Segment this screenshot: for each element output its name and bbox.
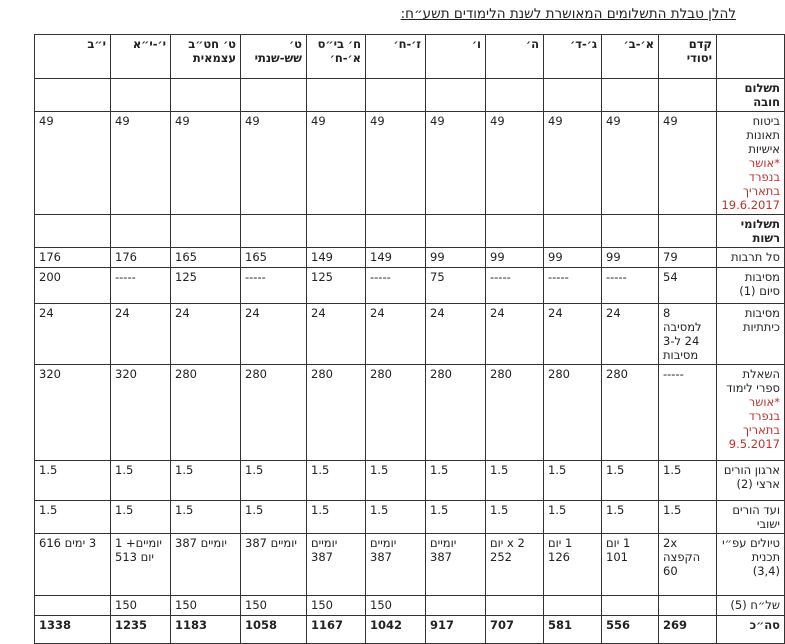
table-cell: 49 [486, 112, 544, 215]
table-cell: 1.5 [111, 501, 171, 534]
table-cell: ----- [241, 268, 307, 304]
table-cell: יומיים 387 [307, 534, 366, 596]
table-cell [111, 215, 171, 248]
table-cell: 1.5 [35, 501, 111, 534]
table-cell [426, 79, 486, 112]
table-cell: 150 [241, 596, 307, 616]
row-label-text: של״ח (5) [730, 598, 780, 612]
table-cell: 1.5 [486, 461, 544, 501]
table-cell: 1.5 [602, 501, 659, 534]
table-cell: 1.5 [366, 501, 426, 534]
table-cell: 1.5 [486, 501, 544, 534]
table-cell: 1.5 [544, 461, 602, 501]
table-row [35, 534, 785, 596]
table-row [35, 461, 785, 501]
table-cell: 1.5 [426, 501, 486, 534]
table-cell [659, 79, 717, 112]
table-cell [544, 79, 602, 112]
table-cell: ----- [111, 268, 171, 304]
table-cell: 1.5 [241, 501, 307, 534]
row-label-text: סה״כ [749, 618, 780, 632]
table-cell [35, 79, 111, 112]
table-cell: 24 [171, 304, 241, 365]
table-cell [171, 215, 241, 248]
table-cell: 24 [366, 304, 426, 365]
table-cell: 1.5 [659, 501, 717, 534]
table-cell: 150 [171, 596, 241, 616]
row-label [717, 596, 785, 616]
table-cell: 24 [307, 304, 366, 365]
table-cell: 280 [426, 365, 486, 461]
table-cell: 99 [544, 248, 602, 268]
table-cell: 707 [486, 616, 544, 644]
table-cell: 1.5 [171, 501, 241, 534]
table-cell: ----- [659, 365, 717, 461]
table-cell: 320 [35, 365, 111, 461]
table-cell: 280 [366, 365, 426, 461]
table-cell: 150 [111, 596, 171, 616]
column-header: ט׳ חט״ב עצמאית [171, 35, 241, 79]
table-cell: 1.5 [111, 461, 171, 501]
table-cell: 556 [602, 616, 659, 644]
row-label [717, 112, 785, 215]
column-header: ט׳ שש-שנתי [241, 35, 307, 79]
table-row [35, 596, 785, 616]
table-cell: 24 [111, 304, 171, 365]
table-cell [307, 79, 366, 112]
table-cell: 1183 [171, 616, 241, 644]
table-cell: 24 [426, 304, 486, 365]
table-cell [241, 215, 307, 248]
table-cell: 49 [602, 112, 659, 215]
column-header: ג׳-ד׳ [544, 35, 602, 79]
table-cell: ----- [486, 268, 544, 304]
column-header: א׳-ב׳ [602, 35, 659, 79]
approval-note: *אושר בנפרד בתאריך 19.6.2017 [721, 156, 780, 212]
row-label-text: סל תרבות [730, 250, 780, 264]
table-row [35, 248, 785, 268]
row-label-text: תשלומי רשות [740, 217, 780, 245]
table-cell: 1.5 [659, 461, 717, 501]
table-cell: 1.5 [307, 461, 366, 501]
table-cell: 1.5 [171, 461, 241, 501]
table-cell [602, 596, 659, 616]
table-cell [602, 215, 659, 248]
table-cell: 49 [111, 112, 171, 215]
table-cell: יומיים 387 [366, 534, 426, 596]
row-label-text: מסיבות כיתתיות [742, 306, 780, 334]
table-cell: 280 [241, 365, 307, 461]
table-cell: 581 [544, 616, 602, 644]
table-row [35, 501, 785, 534]
row-label-text: ביטוח תאונות אישיות [746, 114, 780, 156]
table-cell: ----- [366, 268, 426, 304]
table-cell: 1.5 [602, 461, 659, 501]
page-heading: להלן טבלת התשלומים המאושרת לשנת הלימודים תשע״ח: [400, 6, 736, 22]
table-row [35, 365, 785, 461]
table-cell: 149 [366, 248, 426, 268]
table-row [35, 215, 785, 248]
table-cell [426, 215, 486, 248]
row-label [717, 268, 785, 304]
column-header: ז׳-ח׳ [366, 35, 426, 79]
row-label [717, 248, 785, 268]
table-cell: ----- [544, 268, 602, 304]
row-label-text: טיולים עפ״י תכנית (3,4) [722, 536, 780, 578]
table-header-row [35, 35, 785, 79]
table-row [35, 79, 785, 112]
column-header: קדם יסודי [659, 35, 717, 79]
table-cell: 54 [659, 268, 717, 304]
table-cell: 280 [171, 365, 241, 461]
column-header: י׳-י״א [111, 35, 171, 79]
table-cell: יומיים 387 [426, 534, 486, 596]
table-cell: 125 [307, 268, 366, 304]
table-cell: יומיים 387 [241, 534, 307, 596]
table-cell [307, 215, 366, 248]
table-row [35, 304, 785, 365]
table-cell [171, 79, 241, 112]
table-cell: 1 יום 101 [602, 534, 659, 596]
table-cell [111, 79, 171, 112]
table-cell: 150 [366, 596, 426, 616]
table-cell: 79 [659, 248, 717, 268]
table-cell [366, 215, 426, 248]
table-cell: 280 [544, 365, 602, 461]
table-cell: 99 [426, 248, 486, 268]
table-cell: 165 [171, 248, 241, 268]
table-cell: 200 [35, 268, 111, 304]
table-cell [602, 79, 659, 112]
table-cell: 3 ימים 616 [35, 534, 111, 596]
column-header: ה׳ [486, 35, 544, 79]
table-cell: 149 [307, 248, 366, 268]
table-cell: 75 [426, 268, 486, 304]
table-cell: 125 [171, 268, 241, 304]
row-label [717, 534, 785, 596]
table-cell [241, 79, 307, 112]
table-cell: 1338 [35, 616, 111, 644]
table-cell: יומיים 387 [171, 534, 241, 596]
row-label-text: ועד הורים ישובי [732, 503, 780, 531]
table-cell: 49 [366, 112, 426, 215]
table-row [35, 616, 785, 644]
table-cell [544, 596, 602, 616]
table-cell: 280 [307, 365, 366, 461]
table-cell: 1 יום 126 [544, 534, 602, 596]
row-label-text: מסיבות סיום (1) [739, 270, 780, 298]
row-label [717, 365, 785, 461]
table-cell: 24 [35, 304, 111, 365]
table-cell: 49 [171, 112, 241, 215]
column-header [717, 35, 785, 79]
payments-table [34, 34, 785, 644]
table-cell: 49 [544, 112, 602, 215]
table-cell: 320 [111, 365, 171, 461]
table-cell: 176 [35, 248, 111, 268]
row-label-text: ארגון הורים ארצי (2) [723, 463, 780, 491]
table-cell [426, 596, 486, 616]
column-header: י״ב [35, 35, 111, 79]
table-cell: 1.5 [544, 501, 602, 534]
table-cell: 49 [307, 112, 366, 215]
table-cell: 269 [659, 616, 717, 644]
table-cell: 99 [602, 248, 659, 268]
table-cell: 1.5 [241, 461, 307, 501]
table-cell: 280 [602, 365, 659, 461]
table-cell: 99 [486, 248, 544, 268]
approval-note: *אושר בנפרד בתאריך 9.5.2017 [728, 395, 780, 451]
table-cell: 24 [486, 304, 544, 365]
table-row [35, 112, 785, 215]
table-cell [486, 596, 544, 616]
table-cell: 1.5 [426, 461, 486, 501]
row-label [717, 501, 785, 534]
table-cell: 49 [659, 112, 717, 215]
table-cell: 1235 [111, 616, 171, 644]
table-cell: 49 [426, 112, 486, 215]
table-cell: 1167 [307, 616, 366, 644]
table-cell: 8 למסיבה 24 ל-3 מסיבות [659, 304, 717, 365]
table-cell [659, 215, 717, 248]
table-cell: 24 [602, 304, 659, 365]
table-cell: 1.5 [307, 501, 366, 534]
table-cell: 49 [241, 112, 307, 215]
table-cell [659, 596, 717, 616]
row-label [717, 616, 785, 644]
table-cell: 150 [307, 596, 366, 616]
table-cell [366, 79, 426, 112]
table-cell: 176 [111, 248, 171, 268]
table-cell: 280 [486, 365, 544, 461]
table-cell: 1.5 [366, 461, 426, 501]
table-cell: 1058 [241, 616, 307, 644]
table-cell: ----- [602, 268, 659, 304]
column-header: ו׳ [426, 35, 486, 79]
row-label [717, 461, 785, 501]
row-label [717, 215, 785, 248]
table-cell [35, 215, 111, 248]
table-cell [486, 215, 544, 248]
table-cell: 1042 [366, 616, 426, 644]
row-label-text: תשלום חובה [744, 81, 780, 109]
table-cell: 2 x יום 252 [486, 534, 544, 596]
row-label [717, 304, 785, 365]
table-cell: 1.5 [35, 461, 111, 501]
table-cell: 24 [544, 304, 602, 365]
table-cell [35, 596, 111, 616]
column-header: ח׳ בי״ס א׳-ח׳ [307, 35, 366, 79]
row-label [717, 79, 785, 112]
table-cell: 917 [426, 616, 486, 644]
row-label-text: השאלת ספרי לימוד [726, 367, 780, 395]
table-cell: יומיים+ 1 יום 513 [111, 534, 171, 596]
table-cell [486, 79, 544, 112]
table-cell: 165 [241, 248, 307, 268]
table-cell [544, 215, 602, 248]
table-row [35, 268, 785, 304]
table-cell: 2x הקפצה 60 [659, 534, 717, 596]
table-cell: 49 [35, 112, 111, 215]
table-cell: 24 [241, 304, 307, 365]
